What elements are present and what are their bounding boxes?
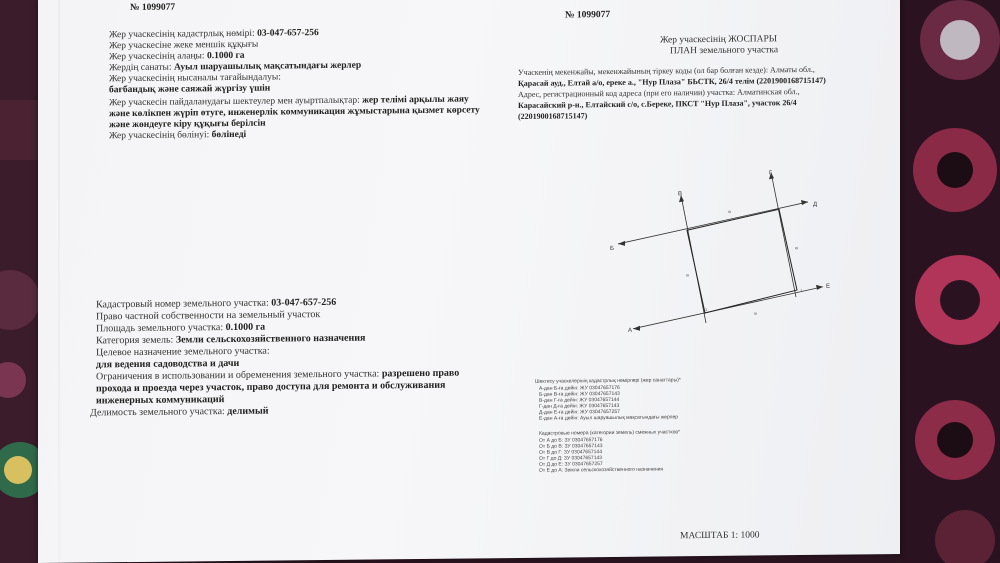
neighbors-ru-row: От Д до Е: ЗУ 03047657257 (539, 461, 603, 468)
land-plan-drawing (598, 162, 838, 335)
kz-category-label: Жердің санаты: (109, 62, 172, 74)
kz-restrictions-value-3: және жөндеуге кіру құқығы берілсін (109, 118, 266, 131)
paper-fold (58, 0, 60, 563)
kz-area-label: Жер учаскесінің алаңы: (109, 51, 205, 63)
ru-purpose-label: Целевое назначение земельного участка: (96, 345, 270, 359)
neighbors-kz-title: Шектесу учаскелерінің кадастрлық нөмірлері (жер санаттары)* (535, 377, 681, 385)
ru-category-row (96, 333, 365, 347)
kz-right-label: Жер учаскесіне жеке меншік құқығы (109, 39, 259, 52)
kz-cadastral-row (109, 28, 319, 40)
cadastral-document (38, 0, 900, 563)
neighbors-kz-row: Е-дан А-ға дейін: Ауыл шаруашылық мақсатындағы жерлер (539, 414, 679, 422)
document-number-right: № 1099077 (565, 10, 611, 21)
address-kz-line-2: Қарасай ауд., Елтай а/о, ереке а., "Нур Плаза" БЬСТК, 26/4 телім (2201900168715147) (518, 75, 826, 88)
side-label-4: ш (686, 272, 690, 278)
address-kz-line-1: Учаскенің мекенжайы, мекенжайының тіркеу коды (ол бар болған кезде): Алматы обл., (518, 64, 815, 77)
neighbors-ru-title: Кадастровые номера (категории земель) смежных участков* (539, 429, 680, 437)
neighbors-ru-row: От В до Г: ЗУ 03047657144 (539, 449, 602, 456)
ru-divisibility-label: Делимость земельного участка: (90, 406, 225, 419)
neighbors-ru-row: От Б до В: ЗУ 03047657143 (539, 443, 603, 450)
kz-divisibility-value: бөлінеді (211, 129, 247, 141)
ru-area-label: Площадь земельного участка: (96, 322, 224, 335)
point-label-A: А (628, 327, 633, 334)
neighbors-kz-row: Г-дан Д-ға дейін: ЖУ 03047657143 (539, 402, 620, 410)
kz-right-row (109, 40, 258, 52)
kz-purpose-label: Жер учаскесінің нысаналы тағайындалуы: (109, 72, 281, 85)
ru-restrictions-value-1: разрешено право (381, 367, 460, 380)
kz-restrictions-value-1: жер телімі арқылы жаяу (362, 94, 469, 106)
kz-divisibility-label: Жер учаскесінің бөлінуі: (109, 130, 210, 142)
neighbors-ru-row: От А до Б: ЗУ 03047657176 (539, 437, 603, 444)
ru-category-value: Земли сельскохозяйственного назначения (175, 332, 366, 346)
address-ru-line-3: (2201900168715147) (518, 111, 588, 121)
point-label-B: Б (610, 245, 614, 253)
ru-right: Право частной собственности на земельный участок (96, 309, 321, 323)
side-label-5: ш (795, 245, 799, 251)
neighbors-kz-row: Д-дан Е-ға дейін: ЖУ 03047657257 (539, 408, 620, 416)
plan-title-ru: ПЛАН земельного участка (670, 45, 779, 57)
kz-category-row (109, 61, 361, 74)
side-label-3: ш (728, 208, 732, 214)
neighbors-kz-row: В-дан Г-ға дейін: ЖУ 03047657144 (539, 396, 620, 404)
point-label-G: Г (769, 170, 773, 177)
line-G-E (771, 172, 799, 297)
kz-restrictions-label: Жер учаскесін пайдаланудағы шектеулер мен ауыртпалықтар: (109, 95, 360, 109)
side-label-2: 1 (800, 287, 803, 294)
ru-restrictions-value-3: инженерных коммуникаций (96, 394, 225, 407)
address-ru-line-2: Карасайский р-н., Елтайский с/о, с.Береке, ПКСТ "Нур Плаза", участок 26/4 (518, 98, 797, 110)
side-label-1: 1 (705, 306, 708, 313)
document-number-left: № 1099077 (130, 2, 176, 14)
kz-area-row (109, 51, 245, 62)
point-label-D: Д (813, 201, 818, 208)
ru-area-value: 0.1000 га (225, 321, 266, 334)
address-ru-line-1: Адрес, регистрационный код адреса (при его наличии) участка: Алматинская обл., (518, 87, 800, 99)
ru-area-row (96, 322, 265, 335)
ru-purpose-value: для ведения садоводства и дачи (96, 357, 240, 371)
point-label-E: Е (826, 283, 831, 290)
ru-restrictions-value-2: прохода и проезда через участок, право доступа для ремонта и обслуживания (96, 379, 446, 395)
ru-restrictions-label: Ограничения в использовании и обременения земельного участка: (96, 368, 380, 383)
ru-category-label: Категория земель: (96, 334, 174, 347)
plan-title-kz: Жер учаскесінің ЖОСПАРЫ (660, 34, 778, 46)
kz-category-value: Ауыл шаруашылық мақсатындағы жерлер (173, 60, 362, 73)
plan-scale: МАСШТАБ 1: 1000 (680, 530, 760, 542)
kz-cadastral-value: 03-047-657-256 (257, 28, 319, 39)
kz-divisibility-row (109, 130, 246, 141)
ru-cadastral-value: 03-047-657-256 (271, 296, 337, 309)
ru-cadastral-label: Кадастровый номер земельного участка: (96, 297, 269, 311)
ru-divisibility-value: делимый (227, 405, 269, 418)
neighbors-kz-row: Б-дан В-ға дейін: ЖУ 03047657143 (539, 390, 620, 398)
neighbors-ru-row: От Е до А: Земли сельскохозяйственного назначения (539, 466, 664, 474)
neighbors-kz-row: А-дан Б-ға дейін: ЖУ 03047657176 (539, 384, 620, 392)
point-label-V: В (678, 191, 683, 198)
line-B-D (618, 202, 808, 244)
kz-cadastral-label: Жер учаскесінің кадастрлық нөмірі: (109, 28, 255, 41)
ru-divisibility-row (90, 406, 269, 419)
kz-purpose-value: бағбандық және саяжай жүргізу үшін (109, 83, 271, 96)
kz-area-value: 0.1000 га (206, 50, 245, 62)
side-label-6: ш (754, 310, 758, 316)
kz-restrictions-value-2: және көлікпен жүріп өтуге, инженерлік коммуникация жұмыстарына қызмет көрсету (109, 105, 480, 120)
neighbors-ru-row: От Г до Д: ЗУ 03047657143 (539, 455, 603, 462)
